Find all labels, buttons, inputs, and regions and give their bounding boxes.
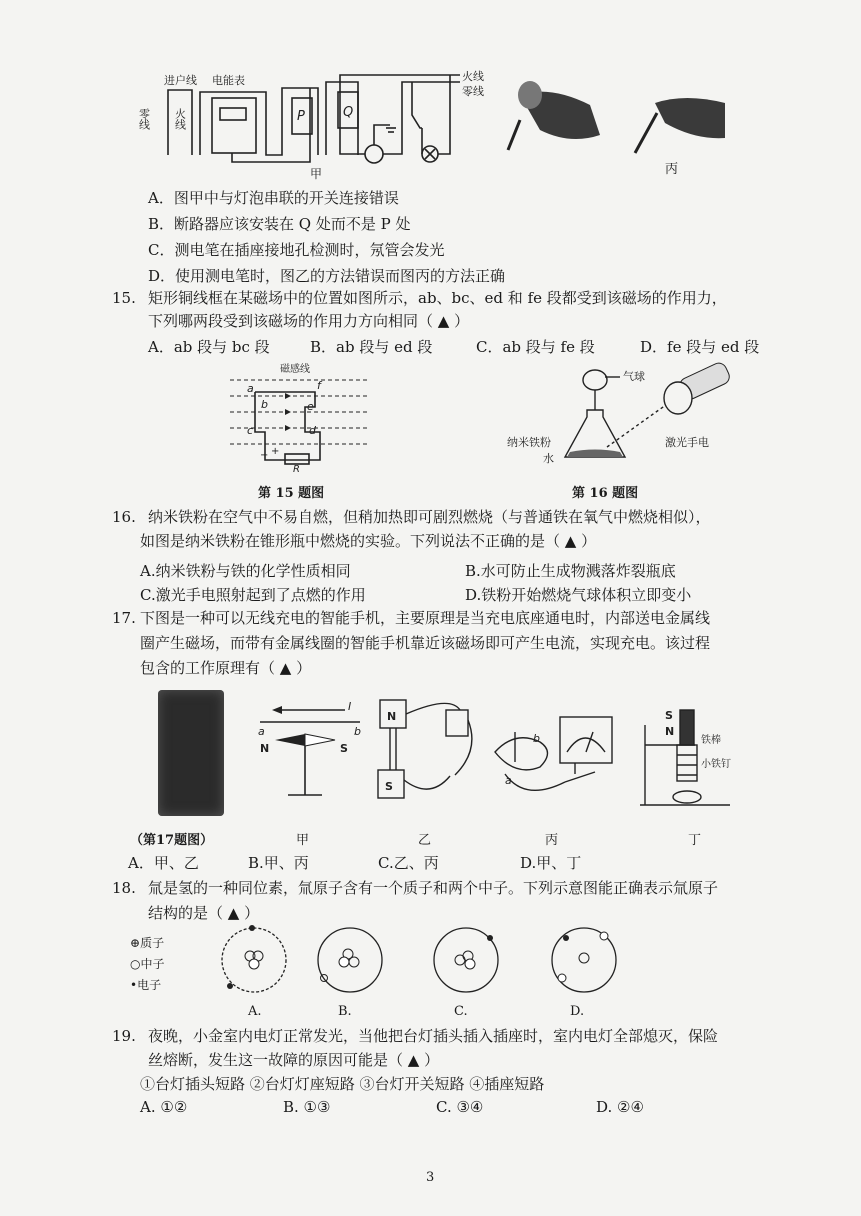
label-b-bing: b — [533, 732, 540, 745]
q16-text-line1: 纳米铁粉在空气中不易自燃，但稍加热即可剧烈燃烧（与普通铁在氧气中燃烧相似）， — [148, 508, 711, 526]
label-N-ding: N — [665, 725, 675, 738]
neutron-icon: ○ — [130, 957, 141, 971]
legend-neutron: ○中子 — [130, 957, 165, 971]
q16-option-d: D.铁粉开始燃烧气球体积立即变小 — [465, 586, 692, 604]
q16-number: 16. — [112, 508, 136, 526]
q16-option-c: C.激光手电照射起到了点燃的作用 — [140, 586, 366, 604]
label-minus: − — [260, 450, 269, 461]
label-S-ding: S — [665, 709, 673, 722]
water-label: 水 — [543, 452, 554, 465]
q18-number: 18. — [112, 879, 136, 897]
label-a: a — [247, 382, 254, 395]
label-neutral-left: 零线 — [137, 108, 151, 130]
q17-option-b: B.甲、丙 — [248, 854, 309, 872]
fig15-caption: 第 15 题图 — [258, 486, 325, 501]
atom-diagram-b — [314, 918, 386, 1002]
label-f: f — [317, 379, 321, 392]
legend-proton: ⊕质子 — [130, 936, 165, 950]
flask-laser-diagram — [495, 362, 735, 472]
tester-photo-yi — [500, 75, 610, 155]
label-iron-rod: 铁棒 — [701, 735, 721, 746]
fig17-jia — [250, 700, 370, 810]
q16-option-a: A.纳米铁粉与铁的化学性质相同 — [140, 562, 351, 580]
q14-option-c: C．测电笔在插座接地孔检测时，氖管会发光 — [148, 241, 445, 259]
label-bing: 丙 — [665, 162, 679, 177]
label-incoming: 进户线 — [164, 74, 197, 87]
label-a17: a — [258, 725, 265, 738]
atom-diagram-a — [218, 920, 290, 1000]
q17-text-line3: 包含的工作原理有（ ▲ ） — [140, 659, 312, 677]
legend-electron: •电子 — [130, 978, 162, 992]
label-S-jia: S — [340, 742, 348, 755]
q15-option-b: B．ab 段与 ed 段 — [310, 338, 433, 356]
q18-option-d: D. — [570, 1004, 585, 1019]
q16-option-b: B.水可防止生成物溅落炸裂瓶底 — [465, 562, 676, 580]
q15-number: 15. — [112, 289, 136, 307]
label-live-right: 火线 — [462, 70, 484, 83]
fig16-caption: 第 16 题图 — [572, 486, 639, 501]
q17-option-d: D.甲、丁 — [520, 854, 582, 872]
q17-text-line1: 下图是一种可以无线充电的智能手机，主要原理是当充电底座通电时，内部送电金属线 — [140, 609, 711, 627]
label-c: c — [247, 424, 254, 437]
q14-option-d: D．使用测电笔时，图乙的方法错误而图丙的方法正确 — [148, 267, 506, 285]
q17-number: 17. — [112, 609, 136, 627]
label-meter: 电能表 — [212, 74, 245, 87]
q19-option-b: B. ①③ — [283, 1098, 331, 1116]
label-plus: + — [271, 446, 280, 457]
label-d: d — [309, 424, 316, 437]
q15-option-c: C．ab 段与 fe 段 — [476, 338, 595, 356]
q17-text-line2: 圈产生磁场，而带有金属线圈的智能手机靠近该磁场即可产生电流，实现充电。该过程 — [140, 634, 711, 652]
iron-label: 纳米铁粉 — [507, 436, 551, 449]
fig17-caption-yi: 乙 — [418, 833, 432, 848]
proton-icon: ⊕ — [130, 936, 141, 950]
balloon-label: 气球 — [623, 370, 645, 383]
q19-option-d: D. ②④ — [596, 1098, 644, 1116]
phone-photo — [158, 690, 224, 816]
q18-option-a: A. — [248, 1004, 262, 1019]
fig17-ding — [635, 705, 735, 810]
label-b17: b — [354, 725, 361, 738]
magnetic-field-frame-diagram — [225, 362, 375, 475]
label-P: P — [297, 109, 305, 124]
fig17-caption-jia: 甲 — [296, 833, 310, 848]
label-I: I — [348, 700, 352, 713]
wiring-diagram — [137, 70, 500, 185]
atom-legend — [130, 933, 165, 996]
label-nail: 小铁钉 — [701, 759, 731, 770]
q17-option-c: C.乙、丙 — [378, 854, 439, 872]
q19-text-line1: 夜晚，小金室内电灯正常发光，当他把台灯插头插入插座时，室内电灯全部熄灭，保险 — [148, 1027, 719, 1045]
label-b: b — [261, 398, 268, 411]
label-neutral-right: 零线 — [462, 85, 484, 98]
q18-option-c: C. — [454, 1004, 468, 1019]
label-live-left: 火线 — [173, 108, 187, 130]
q14-option-a: A．图甲中与灯泡串联的开关连接错误 — [148, 189, 399, 207]
atom-diagram-d — [548, 918, 620, 1002]
atom-diagram-c — [430, 918, 502, 1002]
electron-icon: • — [130, 978, 138, 992]
q19-option-c: C. ③④ — [436, 1098, 484, 1116]
tester-photo-bing — [615, 78, 730, 158]
field-label: 磁感线 — [280, 364, 310, 375]
q15-text-line1: 矩形铜线框在某磁场中的位置如图所示，ab、bc、ed 和 fe 段都受到该磁场的作用力， — [148, 289, 727, 307]
q18-text-line2: 结构的是（ ▲ ） — [148, 904, 260, 922]
q16-text-line2: 如图是纳米铁粉在锥形瓶中燃烧的实验。下列说法不正确的是（ ▲ ） — [140, 532, 597, 550]
label-S-yi: S — [385, 780, 393, 793]
q18-text-line1: 氚是氢的一种同位素，氚原子含有一个质子和两个中子。下列示意图能正确表示氚原子 — [148, 879, 719, 897]
fig17-caption-bing: 丙 — [545, 833, 559, 848]
q19-number: 19. — [112, 1027, 136, 1045]
fig17-bing — [485, 712, 620, 807]
q15-option-d: D．fe 段与 ed 段 — [640, 338, 760, 356]
fig17-yi — [370, 700, 480, 810]
q15-text-line2: 下列哪两段受到该磁场的作用力方向相同（ ▲ ） — [148, 312, 470, 330]
label-N-jia: N — [260, 742, 270, 755]
label-N-yi: N — [387, 710, 397, 723]
q19-causes: ①台灯插头短路 ②台灯灯座短路 ③台灯开关短路 ④插座短路 — [140, 1075, 545, 1093]
q18-option-b: B. — [338, 1004, 352, 1019]
label-e: e — [307, 400, 314, 413]
label-a-bing: a — [505, 774, 512, 787]
label-jia: 甲 — [310, 167, 323, 181]
q15-option-a: A．ab 段与 bc 段 — [148, 338, 270, 356]
fig17-caption-ding: 丁 — [688, 833, 702, 848]
label-R: R — [293, 464, 300, 475]
q17-option-a: A．甲、乙 — [128, 854, 199, 872]
q19-option-a: A. ①② — [140, 1098, 188, 1116]
q14-option-b: B．断路器应该安装在 Q 处而不是 P 处 — [148, 215, 411, 233]
label-Q: Q — [343, 105, 354, 120]
q19-text-line2: 丝熔断，发生这一故障的原因可能是（ ▲ ） — [148, 1051, 440, 1069]
laser-label: 激光手电 — [665, 436, 709, 449]
fig17-caption: （第17题图） — [130, 833, 214, 848]
page-number: 3 — [426, 1170, 435, 1185]
